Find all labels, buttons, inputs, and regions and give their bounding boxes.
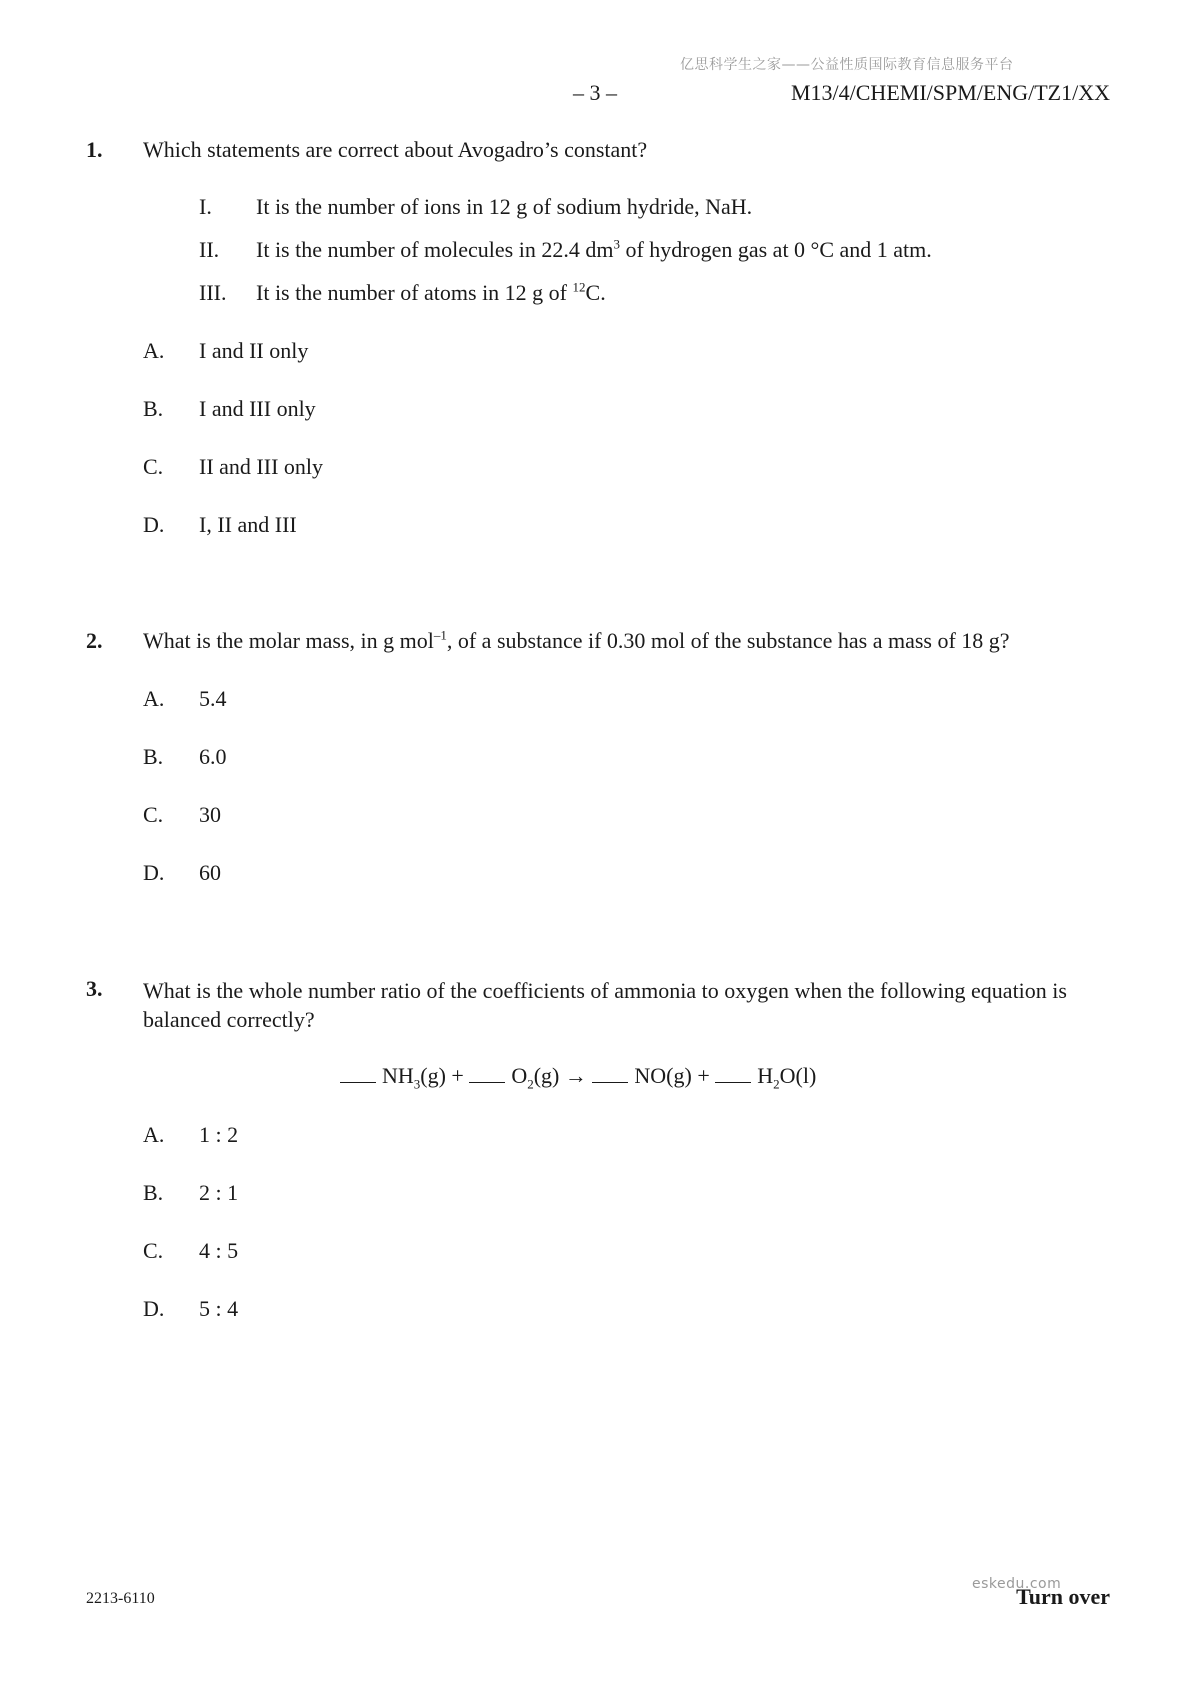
paper-code: M13/4/CHEMI/SPM/ENG/TZ1/XX xyxy=(790,80,1110,105)
option-letter: A. xyxy=(143,686,165,711)
chemical-equation: $NH_3(g) + O_2(g) \to NO(g) + H_2O(l)$ xyxy=(340,1063,816,1089)
option-letter: D. xyxy=(143,512,165,537)
option-letter: A. xyxy=(143,1122,165,1147)
statement-text: It is the number of molecules in 22.4 $dm^3$ of hydrogen gas at 0 °C and 1 atm. xyxy=(256,236,932,262)
statement-text: It is the number of atoms in 12 g of $^{12}$C. xyxy=(256,279,606,305)
option-text: I and III only xyxy=(199,396,316,421)
option-letter: B. xyxy=(143,744,164,769)
option-text: I, II and III xyxy=(199,512,297,537)
question-3-number: 3. xyxy=(86,976,103,1001)
turn-over-label: Turn over xyxy=(1016,1584,1110,1609)
question-1-text: Which statements are correct about Avogadro’s constant? xyxy=(143,137,648,162)
footer-watermark: eskedu.com xyxy=(972,1576,1062,1592)
option-letter: B. xyxy=(143,396,164,421)
statement-text: It is the number of ions in 12 g of sodium hydride, NaH. xyxy=(256,194,753,219)
option-text: 4 : 5 xyxy=(199,1238,239,1263)
option-text: I and II only xyxy=(199,338,309,363)
blank-line xyxy=(340,1082,376,1083)
option-text: II and III only xyxy=(199,454,324,479)
question-2-number: 2. xyxy=(86,628,103,653)
option-text: 1 : 2 xyxy=(199,1122,239,1147)
option-text: 30 xyxy=(199,802,221,827)
option-letter: B. xyxy=(143,1180,164,1205)
option-text: 60 xyxy=(199,860,221,885)
footer-code: 2213-6110 xyxy=(86,1590,155,1607)
page-number: – 3 – xyxy=(573,80,617,105)
blank-line xyxy=(469,1082,505,1083)
blank-line xyxy=(592,1082,628,1083)
option-letter: C. xyxy=(143,454,164,479)
question-2-text: What is the molar mass, in g mol$^{-1}$, of a substance if 0.30 mol of the substance has a mass of 18 g? xyxy=(143,627,1010,653)
statement-number: II. xyxy=(199,237,220,262)
option-text: 2 : 1 xyxy=(199,1180,239,1205)
option-letter: C. xyxy=(143,802,164,827)
option-text: 6.0 xyxy=(199,744,227,769)
question-3-text: What is the whole number ratio of the coefficients of ammonia to oxygen when the following equation is balanced correctly? xyxy=(143,978,1067,1032)
option-text: 5 : 4 xyxy=(199,1296,239,1321)
header-watermark: 亿思科学生之家——公益性质国际教育信息服务平台 xyxy=(680,57,1014,73)
option-letter: A. xyxy=(143,338,165,363)
question-1-number: 1. xyxy=(86,137,103,162)
option-letter: C. xyxy=(143,1238,164,1263)
option-text: 5.4 xyxy=(199,686,227,711)
blank-line xyxy=(715,1082,751,1083)
statement-number: I. xyxy=(199,194,212,219)
statement-number: III. xyxy=(199,280,227,305)
option-letter: D. xyxy=(143,1296,165,1321)
option-letter: D. xyxy=(143,860,165,885)
